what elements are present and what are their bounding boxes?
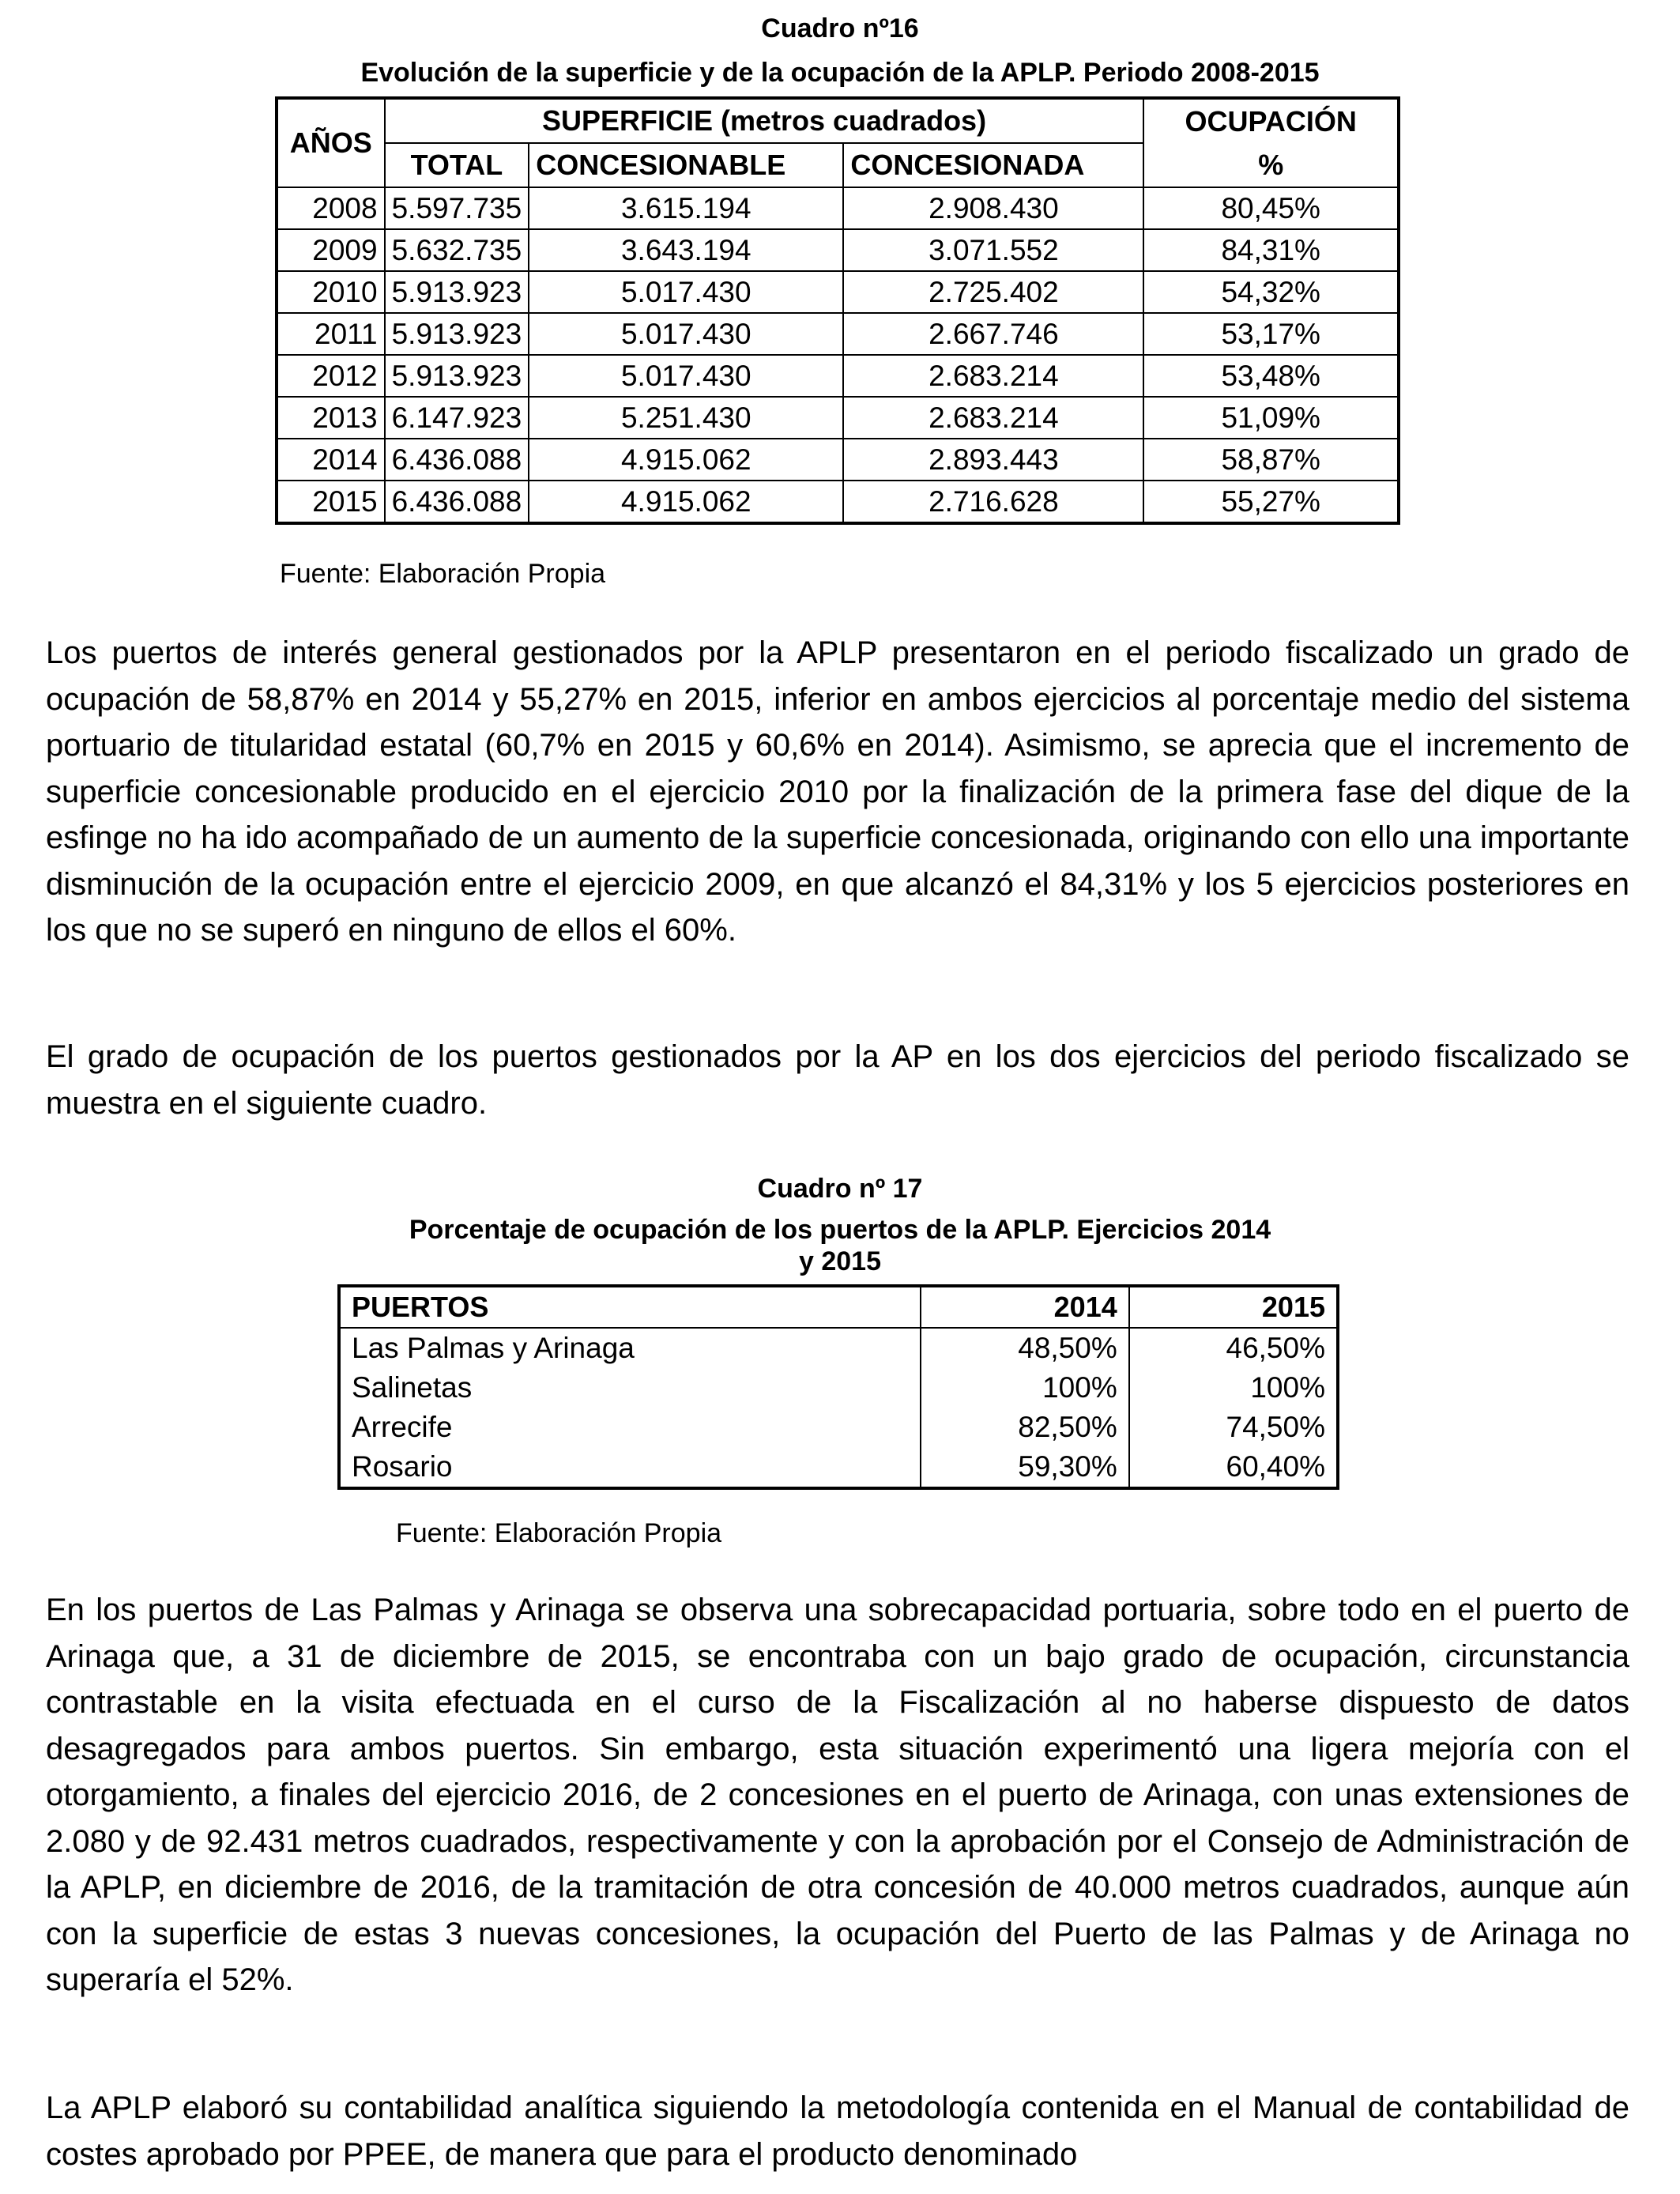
cell-concesionable: 3.643.194 bbox=[529, 229, 843, 271]
paragraph-3: En los puertos de Las Palmas y Arinaga se observa una sobrecapacidad portuaria, sobre todo en el puerto de Arinaga que, a 31 de diciembre de 2015, se encontraba con un bajo grado de ocupación, circunstancia contrastable en la visita efectuada en el curso de la Fiscalización al no haberse dispuesto de datos desagregados para ambos puertos. Sin embargo, esta situación experimentó una ligera mejoría con el otorgamiento, a finales del ejercicio 2016, de 2 concesiones en el puerto de Arinaga, con unas extensiones de 2.080 y de 92.431 metros cuadrados, respectivamente y con la aprobación por el Consejo de Administración de la APLP, en diciembre de 2016, de la tramitación de otra concesión de 40.000 metros cuadrados, aunque aún con la superficie de estas 3 nuevas concesiones, la ocupación del Puerto de las Palmas y de Arinaga no superaría el 52%. bbox=[46, 1593, 1629, 1997]
cell-concesionable: 4.915.062 bbox=[529, 439, 843, 481]
table16-caption-number: Cuadro nº16 bbox=[761, 13, 919, 43]
header-surface-group: SUPERFICIE (metros cuadrados) bbox=[385, 98, 1144, 143]
cell-concesionada: 2.716.628 bbox=[843, 481, 1143, 523]
cell-total: 5.913.923 bbox=[385, 313, 529, 355]
table-row bbox=[339, 1408, 1338, 1447]
table17-source: Fuente: Elaboración Propia bbox=[396, 1518, 722, 1548]
header-port: PUERTOS bbox=[339, 1286, 921, 1328]
cell-2014: 82,50% bbox=[921, 1408, 1129, 1447]
cell-2014: 48,50% bbox=[921, 1328, 1129, 1368]
cell-2015: 46,50% bbox=[1226, 1332, 1325, 1364]
header-concesionada: CONCESIONADA bbox=[843, 143, 1143, 187]
table-row bbox=[339, 1447, 1338, 1488]
table16-header-row-1 bbox=[277, 98, 1399, 143]
table-row bbox=[277, 355, 1399, 397]
occupation-evolution-table bbox=[275, 96, 1400, 525]
cell-port: Salinetas bbox=[339, 1368, 921, 1408]
cell-port: Arrecife bbox=[339, 1408, 921, 1447]
cell-total: 5.632.735 bbox=[385, 229, 529, 271]
table17-caption-title-line2: y 2015 bbox=[799, 1246, 881, 1276]
cell-concesionada: 3.071.552 bbox=[843, 229, 1143, 271]
cell-concesionable: 5.251.430 bbox=[529, 397, 843, 439]
cell-2015: 60,40% bbox=[1226, 1450, 1325, 1483]
table-row bbox=[277, 397, 1399, 439]
cell-total: 5.597.735 bbox=[385, 187, 529, 229]
cell-concesionable: 4.915.062 bbox=[529, 481, 843, 523]
table-row bbox=[277, 313, 1399, 355]
cell-concesionable: 3.615.194 bbox=[529, 187, 843, 229]
cell-ocupacion: 84,31% bbox=[1143, 229, 1399, 271]
cell-ocupacion: 53,48% bbox=[1143, 355, 1399, 397]
cell-2015: 100% bbox=[1250, 1371, 1325, 1404]
cell-concesionada: 2.725.402 bbox=[843, 271, 1143, 313]
cell-concesionada: 2.893.443 bbox=[843, 439, 1143, 481]
table-row bbox=[277, 271, 1399, 313]
cell-2014: 100% bbox=[921, 1368, 1129, 1408]
header-concesionable: CONCESIONABLE bbox=[529, 143, 843, 187]
cell-2014: 59,30% bbox=[921, 1447, 1129, 1488]
paragraph-1: Los puertos de interés general gestionados por la APLP presentaron en el periodo fiscalizado un grado de ocupación de 58,87% en 2014 y 55,27% en 2015, inferior en ambos ejercicios al porcentaje medio del sistema portuario de titularidad estatal (60,7% en 2015 y 60,6% en 2014). Asimismo, se aprecia que el incremento de superficie concesionable producido en el ejercicio 2010 por la finalización de la primera fase del dique de la esfinge no ha ido acompañado de un aumento de la superficie concesionada, originando con ello una importante disminución de la ocupación entre el ejercicio 2009, en que alcanzó el 84,31% y los 5 ejercicios posteriores en los que no se superó en ninguno de ellos el 60%. bbox=[46, 635, 1629, 948]
header-2014: 2014 bbox=[921, 1286, 1129, 1328]
table-row bbox=[277, 439, 1399, 481]
cell-year: 2008 bbox=[277, 187, 385, 229]
cell-ocupacion: 54,32% bbox=[1143, 271, 1399, 313]
table-row bbox=[277, 187, 1399, 229]
cell-year: 2009 bbox=[277, 229, 385, 271]
table17-header-row bbox=[339, 1286, 1338, 1328]
cell-port: Las Palmas y Arinaga bbox=[339, 1328, 921, 1368]
cell-total: 5.913.923 bbox=[385, 355, 529, 397]
table16-source: Fuente: Elaboración Propia bbox=[280, 559, 606, 589]
cell-concesionable: 5.017.430 bbox=[529, 271, 843, 313]
cell-concesionada: 2.683.214 bbox=[843, 355, 1143, 397]
cell-year: 2011 bbox=[277, 313, 385, 355]
cell-ocupacion: 80,45% bbox=[1143, 187, 1399, 229]
cell-concesionable: 5.017.430 bbox=[529, 355, 843, 397]
header-occupation-group: OCUPACIÓN bbox=[1143, 98, 1399, 143]
header-total: TOTAL bbox=[385, 143, 529, 187]
cell-year: 2015 bbox=[277, 481, 385, 523]
cell-2015: 74,50% bbox=[1226, 1411, 1325, 1443]
cell-ocupacion: 55,27% bbox=[1143, 481, 1399, 523]
paragraph-2: El grado de ocupación de los puertos gestionados por la AP en los dos ejercicios del periodo fiscalizado se muestra en el siguiente cuadro. bbox=[46, 1039, 1629, 1121]
cell-year: 2014 bbox=[277, 439, 385, 481]
cell-ocupacion: 53,17% bbox=[1143, 313, 1399, 355]
header-2015: 2015 bbox=[1129, 1286, 1338, 1328]
table-row bbox=[339, 1328, 1338, 1368]
cell-year: 2010 bbox=[277, 271, 385, 313]
cell-concesionada: 2.908.430 bbox=[843, 187, 1143, 229]
cell-concesionada: 2.683.214 bbox=[843, 397, 1143, 439]
paragraph-4: La APLP elaboró su contabilidad analítica siguiendo la metodología contenida en el Manual de contabilidad de costes aprobado por PPEE, de manera que para el producto denominado bbox=[46, 2090, 1629, 2172]
cell-ocupacion: 51,09% bbox=[1143, 397, 1399, 439]
cell-concesionable: 5.017.430 bbox=[529, 313, 843, 355]
table16-caption-title: Evolución de la superficie y de la ocupación de la APLP. Periodo 2008-2015 bbox=[360, 58, 1320, 88]
cell-total: 6.147.923 bbox=[385, 397, 529, 439]
table17-caption-title-line1: Porcentaje de ocupación de los puertos de la APLP. Ejercicios 2014 bbox=[409, 1215, 1271, 1245]
cell-total: 6.436.088 bbox=[385, 439, 529, 481]
cell-ocupacion: 58,87% bbox=[1143, 439, 1399, 481]
cell-concesionada: 2.667.746 bbox=[843, 313, 1143, 355]
table17-caption-number: Cuadro nº 17 bbox=[757, 1174, 923, 1204]
table-row bbox=[277, 481, 1399, 523]
port-occupation-table bbox=[337, 1284, 1339, 1490]
table-row bbox=[277, 229, 1399, 271]
cell-total: 5.913.923 bbox=[385, 271, 529, 313]
table-row bbox=[339, 1368, 1338, 1408]
cell-year: 2013 bbox=[277, 397, 385, 439]
cell-port: Rosario bbox=[339, 1447, 921, 1488]
cell-year: 2012 bbox=[277, 355, 385, 397]
header-percent: % bbox=[1143, 143, 1399, 187]
cell-total: 6.436.088 bbox=[385, 481, 529, 523]
header-years: AÑOS bbox=[277, 98, 385, 187]
table16-header-row-2 bbox=[277, 143, 1399, 187]
